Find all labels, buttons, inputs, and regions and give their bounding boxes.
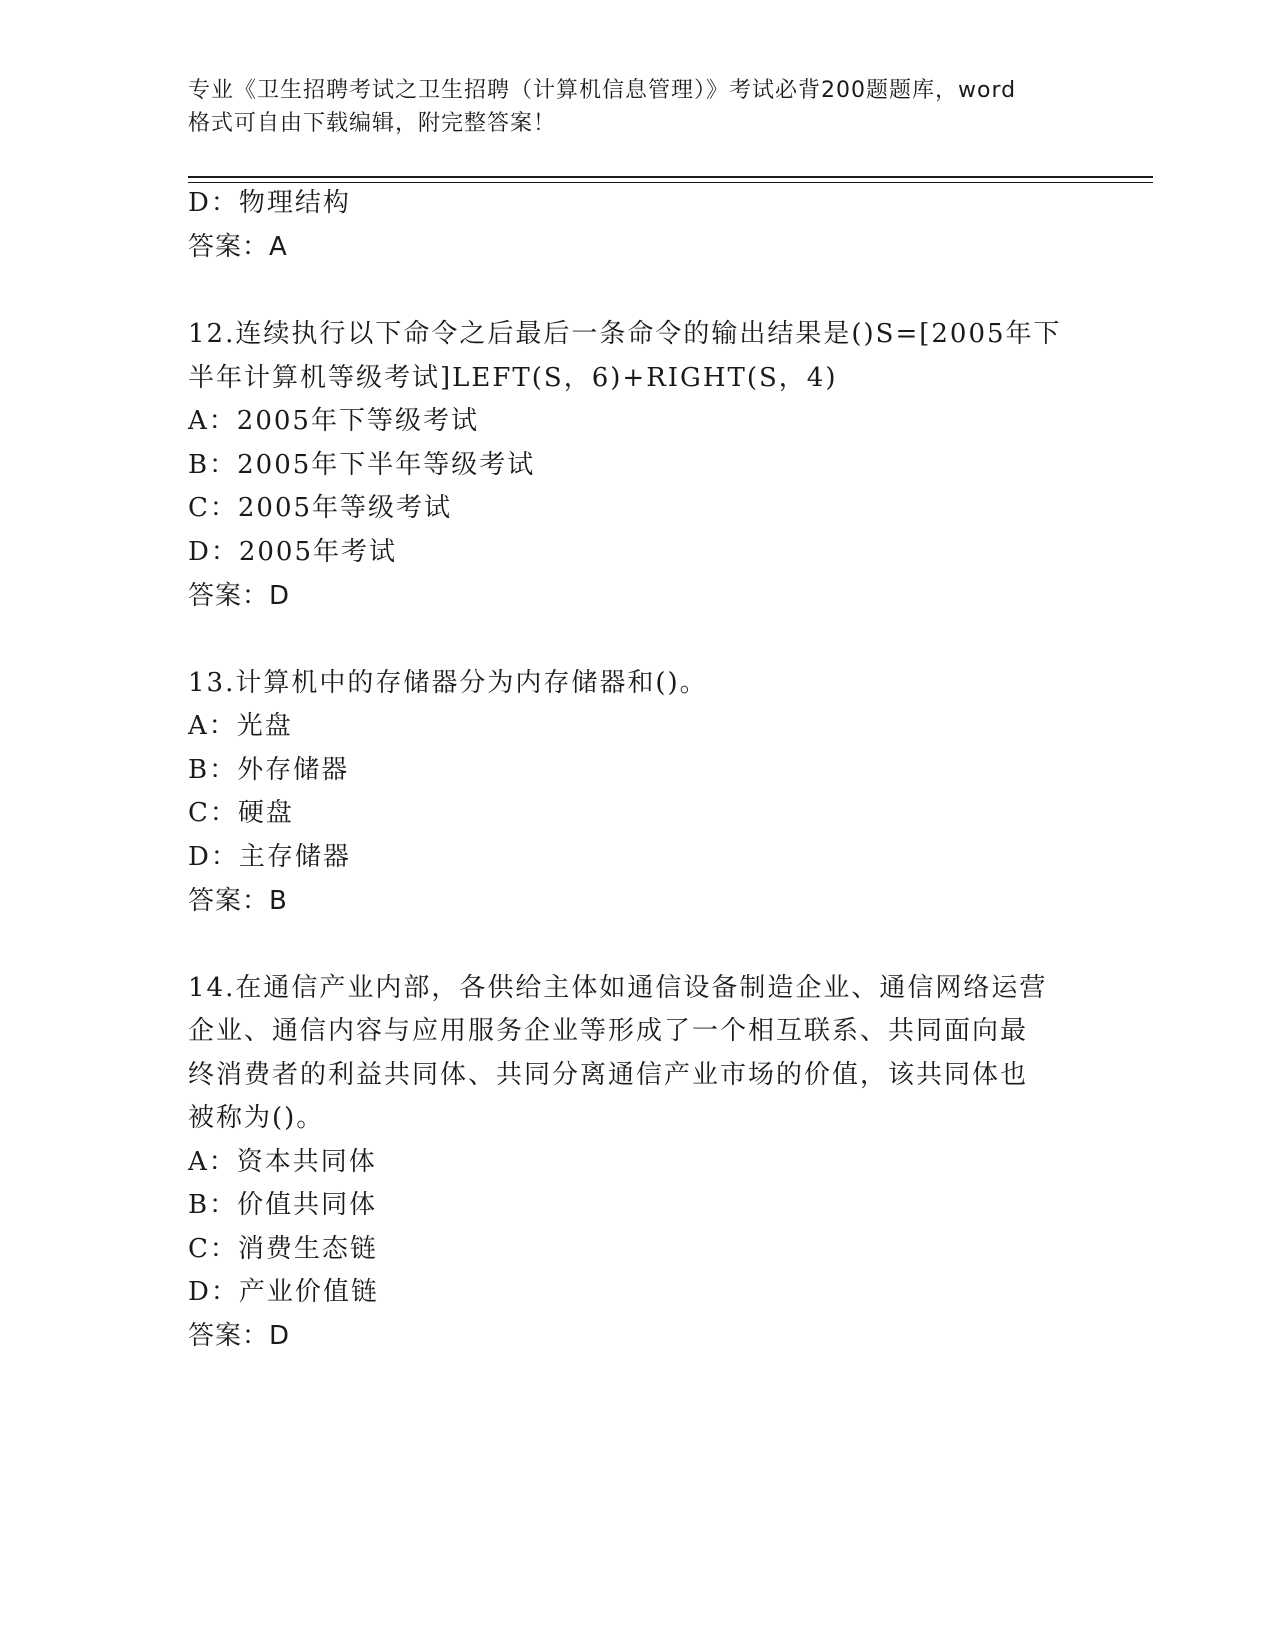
- q14-stem-line-3: 终消费者的利益共同体、共同分离通信产业市场的价值，该共同体也: [188, 1060, 1029, 1090]
- q12-stem-line-1: 12.连续执行以下命令之后最后一条命令的输出结果是()S=[2005年下: [188, 319, 1062, 349]
- header-divider-thick: [188, 176, 1153, 178]
- q14-option-b: B：价值共同体: [188, 1190, 378, 1220]
- q13-option-d: D：主存储器: [188, 842, 351, 872]
- q12-stem-line-2: 半年计算机等级考试]LEFT(S，6)+RIGHT(S，4): [188, 363, 838, 393]
- q13-answer: 答案：B: [188, 886, 288, 916]
- q13-option-b: B：外存储器: [188, 755, 350, 785]
- q13-option-c: C：硬盘: [188, 798, 294, 828]
- document-header: [188, 74, 1088, 140]
- q14-option-a: A：资本共同体: [188, 1147, 377, 1177]
- q14-stem-line-1: 14.在通信产业内部，各供给主体如通信设备制造企业、通信网络运营: [188, 973, 1048, 1003]
- q12-option-c: C：2005年等级考试: [188, 493, 453, 523]
- q14-option-d: D：产业价值链: [188, 1277, 379, 1307]
- q13-stem-line-1: 13.计算机中的存储器分为内存储器和()。: [188, 668, 708, 698]
- header-line-1: 专业《卫生招聘考试之卫生招聘（计算机信息管理）》考试必背200题题库，word: [188, 78, 1017, 103]
- q13-option-a: A：光盘: [188, 711, 293, 741]
- q14-stem-line-4: 被称为()。: [188, 1103, 325, 1133]
- q12-option-a: A：2005年下等级考试: [188, 406, 479, 436]
- q12-answer: 答案：D: [188, 581, 291, 611]
- prev-option-d: D：物理结构: [188, 188, 351, 218]
- q12-option-b: B：2005年下半年等级考试: [188, 450, 536, 480]
- header-line-2: 格式可自由下载编辑，附完整答案！: [188, 111, 557, 136]
- header-divider-thin: [188, 182, 1153, 183]
- q14-option-c: C：消费生态链: [188, 1234, 378, 1264]
- prev-answer: 答案：A: [188, 232, 288, 262]
- q14-answer: 答案：D: [188, 1321, 291, 1351]
- q12-option-d: D：2005年考试: [188, 537, 398, 567]
- q14-stem-line-2: 企业、通信内容与应用服务企业等形成了一个相互联系、共同面向最: [188, 1016, 1029, 1046]
